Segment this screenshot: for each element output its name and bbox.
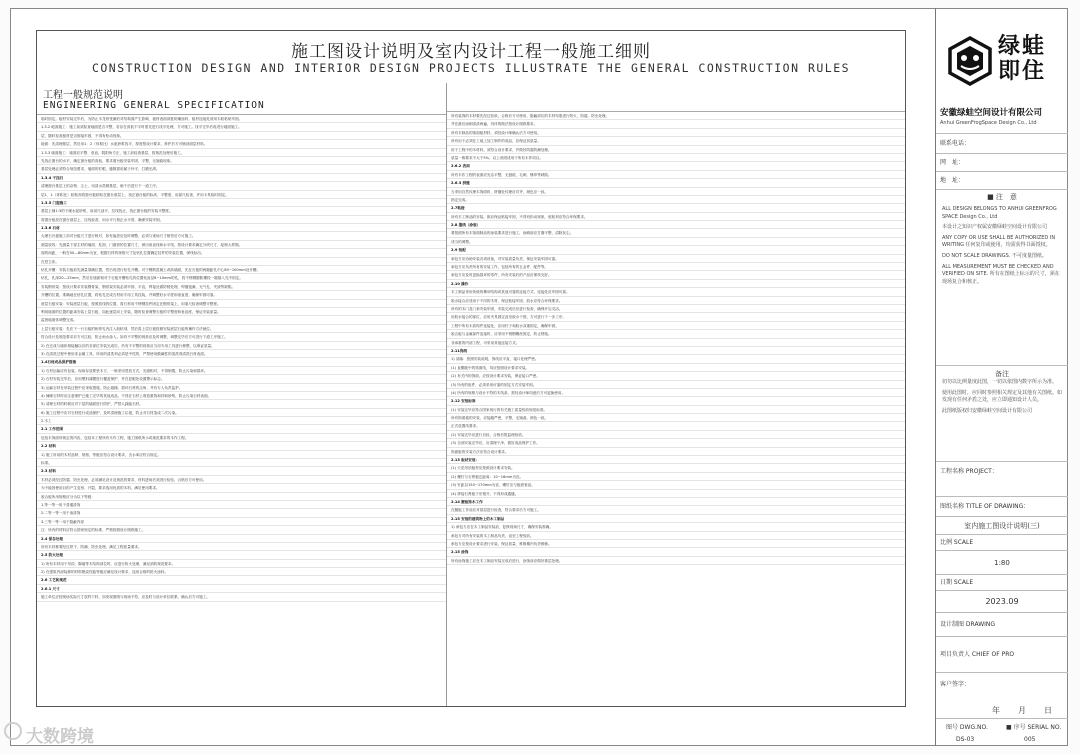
spec-line: 4) 铺砌石材时应注意保护已施工完毕的其他成品，不得在石材上堆放重物和拌和砂浆，防止污染石材表面。 — [37, 392, 446, 400]
spec-line: 2) 在完成与墙体相接触以后的各部位安装完成后，仍有不平整的现象应当用专用工具进行修整，以保证质量。 — [37, 342, 446, 350]
spec-lines-left — [37, 115, 446, 602]
spec-line: 2.13 板材安装： — [447, 456, 905, 464]
spec-line: 6) 施工过程中应对石材进行成品保护，及时清理施工垃圾，防止对石材造成二次污染。 — [37, 409, 446, 417]
spec-line: 底层石板安装：安装底层石板，按照放线的位置，将石材用不锈钢挂件固定在钢骨架上，用靠尺检查调整平整度。 — [37, 300, 446, 308]
spec-line: 1.3.4 干挂石 — [37, 174, 446, 182]
spec-line: 上层石板安装：先在下一行石板的相邻孔内注入胶粘剂，然后将上层石板按照安装底层石板的操作方法就位。 — [37, 325, 446, 333]
company-name: 安徽绿蛙空间设计有限公司 — [940, 108, 1043, 118]
spec-line: 1) 承包方应在木工制品安装前，复核现场尺寸，确保安装准确。 — [447, 523, 905, 531]
spec-line: 施工单位应按现场实际尺寸放样下料，如发现图纸与现场不符，应及时与设计单位联系，确认后方可施工。 — [37, 593, 446, 601]
spec-line: 2.6.1 尺寸 — [37, 585, 446, 593]
spec-line: 适当的调整。 — [447, 238, 905, 246]
spec-line: 2.14 腰板饰木工作 — [447, 498, 905, 506]
website-row — [936, 153, 1068, 171]
spec-line: 所有的木门及门套安装牢固，安装完成后应进行检查，确保开启灵活。 — [447, 305, 905, 313]
spec-line: 要按照所有木饰面制品的涂装要求进行施工，涂刷前应打磨平整，清除灰尘。 — [447, 229, 905, 237]
spec-line: 并在最后涂刷清漆两遍，具体的做法按设计图纸要求。 — [447, 120, 905, 128]
spec-line: (3) 所有的组件，必须采用可靠的固定方式安装牢固。 — [447, 381, 905, 389]
spec-line: 1.4石材成品保护措施 — [37, 358, 446, 366]
spec-column-right — [447, 83, 905, 706]
spec-line: 1) 所有木材用于吊顶、隔墙等木结构部位时，应进行防火处理，满足消防规范要求。 — [37, 560, 446, 568]
day-label: 日 — [1044, 706, 1052, 715]
spec-line: 2.二等一等一用于油漆饰 — [37, 509, 446, 517]
spec-line: 承包方对所有安装的木工制品负责，直至工程验收。 — [447, 532, 905, 540]
designer-row — [936, 612, 1068, 636]
remark-2: 使用此图时，应同时参照相关规定及其他有关图纸。如发现有任何矛盾之处，应立即通知设计人员。 — [942, 389, 1063, 404]
spec-line: 所有涂饰施工应在木工制品安装完成后进行，涂饰前应做好基层处理。 — [447, 557, 905, 565]
spec-line: 将窗台板放在窗台基层上，拉线检查，用水平尺校正水平度，确保安装牢固。 — [37, 216, 446, 224]
serial-label: ■ 序号 SERIAL NO. — [1006, 724, 1062, 731]
note-5: ALL MEASUREMENT MUST BE CHECKED AND VERIFIED ON SITE. 所有在图纸上标示的尺寸，须在现场复合和核正。 — [942, 263, 1060, 285]
spec-frame — [36, 30, 906, 707]
remarks-heading: 备注 — [995, 370, 1009, 378]
project-row — [936, 461, 1068, 496]
spec-line: 监督墙面体调整完成。 — [37, 316, 446, 324]
dwg-no-value: DS-03 — [956, 736, 975, 743]
spec-line: 正式放置线要求。 — [447, 422, 905, 430]
spec-line: 钻孔开槽：安装石板前先测量准确位置，然后再进行钻孔开槽。对于钢筋混凝土或砖墙面，先在石板的两端距孔中心80~100mm处开槽。 — [37, 266, 446, 274]
contact-row — [936, 133, 1068, 153]
spec-line: 2.2 材料 — [37, 442, 446, 450]
spec-line: 基层处理必须符合规范要求，墙面的钉眼、缝隙需用腻子补平，打磨光滑。 — [37, 165, 446, 173]
spec-line: 先找正窗台的水平，确定窗台板的高低，要求窗台板安装牢固，平整，无翘曲现象。 — [37, 157, 446, 165]
spec-line: 安装钢骨架：按设计要求安装钢骨架，钢骨架安装必须牢固、平直，焊接处做防锈处理，焊缝饱满，无气孔、夹渣等缺陷。 — [37, 283, 446, 291]
address-row — [936, 171, 1068, 189]
spec-line: 大理石台板施工前对台板尺寸进行核对，如有偏差应及时调整，必须与现场尺寸相符后方可施工。 — [37, 232, 446, 240]
spec-line: 饰面板的安装方法应符合设计要求。 — [447, 448, 905, 456]
note-3: ANY COPY OR USE SHALL BE AUTHORIZED IN WRITING 任何复印或使用，均需获得书面授权。 — [942, 234, 1056, 249]
spec-line: 2.12 安装标准 — [447, 397, 905, 405]
spec-line: 层，随时检查板材是否固接牢固，不得有松动现象。 — [37, 132, 446, 140]
scale-label-row — [936, 534, 1068, 550]
spec-line: (2) 安装完毕应进行自检，合格后报监理验收。 — [447, 431, 905, 439]
remarks-block — [936, 365, 1068, 461]
spec-line: (4) 所有的规格与设计不符的木线条，需经设计师同意后方可更换使用。 — [447, 389, 905, 397]
spec-line: 承包方应协助安装各项设备，对安装质量负责，保证安装牢固可靠。 — [447, 255, 905, 263]
spec-line: 注：所有的材料应符合国家规定的标准，严格按照设计图纸施工。 — [37, 526, 446, 534]
spec-line: 1.3.5 门窗施工 — [37, 199, 446, 207]
spec-line: 2.木工 — [37, 417, 446, 425]
spec-line: 2.6.2 表面 — [447, 162, 905, 170]
spec-line: 面的间距，一般在50—80mm为宜，根据石材的规格尺寸及钻孔位置确定挂件的安装位置，弹线标出。 — [37, 249, 446, 257]
spec-line: 用胶水接合的部位，应用夹具固定直至胶水干固，方可进行下一步工序。 — [447, 313, 905, 321]
spec-line: 利用墙面的位置的距离安装上层石板，如此逐层向上安装，随时检查调整石板的平整度和垂直度，保证安装质量。 — [37, 308, 446, 316]
dwg-no-label: 图号 DWG.NO. — [946, 724, 988, 731]
spec-line: (1) 直棚板中的饰面线，均应按照设计要求安装。 — [447, 364, 905, 372]
spec-line: 3) 在清洗过程中使用非金属工具，所用的清洗剂必须是中性的，严禁使用酸碱性的清洗剂清洗石材表面。 — [37, 350, 446, 358]
frog-logo-icon — [948, 36, 992, 86]
spec-line: 所有木作工程的表面应光洁平整，无刨痕、毛刺、锤印等缺陷。 — [447, 171, 905, 179]
spec-line: 胶合板与金属部件连接时，应采用不锈钢螺丝固定，防止锈蚀。 — [447, 330, 905, 338]
spec-line: (1) 天花吊顶板材应按照设计要求安装。 — [447, 464, 905, 472]
spec-line: 2.1 工作范围 — [37, 425, 446, 433]
designer-label: 设计制图 DRAWING — [940, 621, 996, 628]
spec-line: 为不能因使用目的产生变形、开裂，要求选用优质的木料，满足使用要求。 — [37, 484, 446, 492]
spec-line: 1.3.6 石材 — [37, 224, 446, 232]
client-signature-label: 客户签字： — [940, 681, 971, 688]
title-block — [935, 8, 1068, 746]
spec-line: 2.15 涂饰 — [447, 548, 905, 556]
notes-block — [936, 189, 1068, 289]
spec-line: 2.6.3 拼缝 — [447, 179, 905, 187]
remark-3: 此图纸版权归安徽绿蛙空间设计有限公司 — [942, 407, 1033, 414]
spec-line: 胶水接合应适用于不同的木材，保证粘接牢固，胶水应符合环保要求。 — [447, 297, 905, 305]
spec-line: 1.等一等一用于普通漆饰 — [37, 501, 446, 509]
notes-heading: ■ 注 意 — [987, 193, 1017, 201]
spec-line: 1.3.3 墙面施工：墙面应平整、垂直，阴阳角方正，施工前检查基层，按规范处理后施工。 — [37, 149, 446, 157]
spec-line: 2) 石材安装完毕后，应用塑料薄膜进行覆盖保护，并在显眼处设置警示标志。 — [37, 375, 446, 383]
note-1: ALL DESIGN BELONGS TO ANHUI GREENFROG SPACE Design Co., Ltd — [942, 206, 1057, 220]
spec-line: 2.7粘接 — [447, 204, 905, 212]
spec-line: 1) 部落：按照安装说明，饰线应平直，接口处理严密。 — [447, 355, 905, 363]
spec-line: 钻孔，孔深20—25mm，然后在墙面相对于石板开槽钻孔的位置钻直径8~10mm的孔，将不锈钢膨胀螺栓一端插入孔中固定。 — [37, 274, 446, 282]
spec-line: 指定完成。 — [447, 196, 905, 204]
drawing-title-value: 室内施工图设计说明(三) — [936, 516, 1068, 534]
drawing-title-label: 图纸名称 TITLE OF DRAWING： — [940, 503, 1030, 510]
spec-line: 2.6 工艺和规范 — [37, 576, 446, 584]
date-value: 2023.09 — [936, 590, 1068, 612]
spec-line: 当采用自然纹理木饰面时，拼缝处纹理应对齐，颜色应一致。 — [447, 188, 905, 196]
note-2: 本设计之知识产权属安徽绿蛙空间设计有限公司 — [942, 224, 1048, 231]
watermark-text: 大数跨境 — [26, 727, 94, 747]
column-header-spacer — [447, 83, 905, 112]
spec-line: 1) 石材运输应有包装，现场存放要垫木方，一般采用竖放方式，光面相对，不得倒置，防止污染和损坏。 — [37, 367, 446, 375]
company-logo — [944, 32, 1064, 102]
spec-line: 开槽的位置，准确地在钻孔位置，将钻孔完成石材用专用工具挂装，并调整好水平度和垂直度，确保牢固可靠。 — [37, 291, 446, 299]
address-label: 地 址： — [940, 177, 965, 184]
spec-line: 所有木制品的饰面板材料，须经设计师确认后方可使用。 — [447, 129, 905, 137]
spec-line: 2.10 操作 — [447, 280, 905, 288]
spec-line: 2.4 保存处理 — [37, 535, 446, 543]
spec-line: 2.9 装配 — [447, 246, 905, 254]
spec-line: 2.15 安装的建筑物上的木工制品 — [447, 515, 905, 523]
spec-column-left — [37, 83, 447, 706]
drawing-title-row — [936, 496, 1068, 516]
date-label-row — [936, 574, 1068, 590]
spec-line: 木材必须经过防腐、防虫处理，必须满足设计及规范的要求，材料进场后须进行检验，合格后方可使用。 — [37, 476, 446, 484]
spec-line: 3) 运输石材在吊装过程中应采取措施，防止碰撞，损坏石材的边角，并有专人负责监护。 — [37, 384, 446, 392]
section-title: 工程一般规范说明 — [43, 90, 123, 101]
spec-line: (3) 全部安装完毕后，应清理干净，做好成品保护工作。 — [447, 439, 905, 447]
spec-line: 所有木材都要经过烘干，防潮、防虫处理，满足工程质量要求。 — [37, 543, 446, 551]
spec-line: 1) 施工所用的木材品种、规格、等级应符合设计要求，含水率应符合规定。 — [37, 451, 446, 459]
chief-label: 项目负责人 CHIEF OF PRO — [940, 651, 1015, 658]
drawing-number-row — [936, 718, 1068, 746]
spec-line: 3.三等一等一用于隐蔽内部 — [37, 518, 446, 526]
spec-line: 承包方应负责所有的安装工作，包括所有的五金件、配件等。 — [447, 263, 905, 271]
spec-lines-right — [447, 112, 905, 565]
spec-line: (2) 螺钉与石膏板边距离：10~16mm为宜。 — [447, 473, 905, 481]
spec-line: 所有饰面板的安装，应接缝严密，平整，无翘曲，颜色一致。 — [447, 414, 905, 422]
month-label: 月 — [1018, 706, 1026, 715]
spec-line: 2.3 材料 — [37, 467, 446, 475]
watermark-icon — [4, 722, 22, 740]
spec-line: 所有用于必须在工地上加工制作的成品，应保证其质量。 — [447, 137, 905, 145]
spec-line: (1) 安装完毕应符合国家现行的有关施工质量验收规范标准。 — [447, 406, 905, 414]
spec-line: 胶合板所用规格应分为以下等级： — [37, 493, 446, 501]
spec-line: 2.8 墨线（涂装） — [447, 221, 905, 229]
spec-line: 质量一般要求不大于5%，以上说明适用于所有木作项目。 — [447, 154, 905, 162]
spec-line: 所有木工制品的安装，都应保证粘接牢固，不得有松动现象，胶粘剂应符合环保要求。 — [447, 213, 905, 221]
company-name-en: Anhui GreenFrogSpace Design Co., Ltd — [940, 120, 1037, 126]
spec-line: (4) 拼接石膏板子应错开，不得形成通缝。 — [447, 490, 905, 498]
spec-line: (3) 钉距以150~170mm为宜，螺钉应与板面垂直。 — [447, 481, 905, 489]
spec-line: 基层上铺1:3的干硬水泥砂浆，用刮尺刮平，拉线找正，找正窗台板的安装平整度。 — [37, 207, 446, 215]
spec-line: 在腰板工作前应对基层进行检查，符合要求后方可施工。 — [447, 506, 905, 514]
spec-line: 木工制品采用传统的榫卯结构或其他可靠的连接方式，连接处应牢固可靠。 — [447, 288, 905, 296]
spec-line: 层1．1（体积比）胶粘剂将窗台板粘贴在窗台基层上，找正窗台板的标高、平整度，用靠尺检查，并用卡具临时固定。 — [37, 191, 446, 199]
spec-line: 2.5 防火处理 — [37, 551, 446, 559]
spec-line: 符合设计及规范要求后方可注胶，防止雨水渗入。如有不平整的现象应及时调整，调整完毕后方可进行下道工序施工。 — [37, 333, 446, 341]
spec-line: 用于工程中的木材料，须符合设计要求，并做好防腐防潮处理。 — [447, 146, 905, 154]
spec-line: 5) 清理石材的时候应对下层的墙面进行防护，严禁人踩踏石材。 — [37, 400, 446, 408]
notes-heading-text: 注 意 — [995, 193, 1017, 201]
spec-line: 包括木饰面所规定的内容，包括本工程所有木作工程，施工图纸所示或规范要求的木作工程。 — [37, 434, 446, 442]
page-title: 施工图设计说明及室内设计工程一般施工细则 — [291, 42, 651, 62]
spec-line: 工程中所有木质构件连接处，应用钉子和胶水双重固定，确保牢固。 — [447, 322, 905, 330]
spec-line: 1.3.2 地面施工：施工前须检查地面是否平整，若存在高低不平时需先进行找平处理，方可施工。找平完毕后再进行地面施工。 — [37, 123, 446, 131]
scale-label: 比例 SCALE — [940, 539, 974, 546]
note-4: DO NOT SCALE DRAWINGS. 不可度量图纸。 — [942, 252, 1047, 259]
spec-line: 承包方应及时更换损坏的零件，所有安装后的产品应保持完好。 — [447, 271, 905, 279]
spec-line: (2) 有关内的饰面，应按设计要求安装，保证接口严密。 — [447, 372, 905, 380]
brand-name: 绿蛙即住 — [998, 34, 1047, 84]
section-title-en: ENGINEERING GENERAL SPECIFICATION — [37, 98, 446, 115]
year-label: 年 — [992, 706, 1000, 715]
serial-no-value: 005 — [1024, 736, 1036, 743]
spec-line: 临时固定。板材安装完毕后，为防止木龙骨受潮后对结构面产生影响，板材表面须批防潮涂料，板材连接处须用木胶粘贴牢固。 — [37, 115, 446, 123]
spec-line: 承包方应按设计要求进行安装，保证质量，维修期内负责维修。 — [447, 540, 905, 548]
spec-line: 在竖立体。 — [37, 258, 446, 266]
spec-line: 测量放线：先测量下部主材的墙面、柱面、门窗套的位置尺寸，弹出垂直线和水平线，按设计要求确定分块尺寸，绘制大样图。 — [37, 241, 446, 249]
spec-line: 所有装饰的木材要先经过验收，合格后方可使用，隐蔽部位的木材均需进行防火、防腐、防虫处理。 — [447, 112, 905, 120]
page-title-en: CONSTRUCTION DESIGN AND INTERIOR DESIGN PROJECTS ILLUSTRATE THE GENERAL CONSTRUCTION RULES — [91, 61, 851, 75]
chief-row — [936, 636, 1068, 672]
remark-1: 切勿以比例量度此图，一切以依图内数字所示为准。 — [942, 379, 1058, 385]
contact-label: 联系电话： — [940, 140, 971, 147]
spec-line: 清理窗台基层上的杂物、尘土，用清水洗刷基层，晾干后进行下一道工序。 — [37, 182, 446, 190]
spec-line: 2) 在建筑内部装修的材料燃烧性能等级应满足设计要求，选用合格的防火涂料。 — [37, 568, 446, 576]
client-signature-row — [936, 672, 1068, 718]
spec-line: 非承重的内部工程，可采用其他连接方式。 — [447, 339, 905, 347]
website-label: 网 址： — [940, 159, 965, 166]
project-label: 工程名称 PROJECT： — [940, 468, 998, 475]
spec-line: 2.11饰线 — [447, 347, 905, 355]
spec-line: 标准。 — [37, 459, 446, 467]
serial-label-text: 序号 SERIAL NO. — [1013, 724, 1062, 731]
spec-line: 地面：先清理基层，然后用1：2（体积比）水泥砂浆找平，厚度按设计要求，养护后方可铺设面层材料。 — [37, 140, 446, 148]
scale-value: 1:80 — [936, 550, 1068, 574]
date-label: 日期 SCALE — [940, 579, 974, 586]
